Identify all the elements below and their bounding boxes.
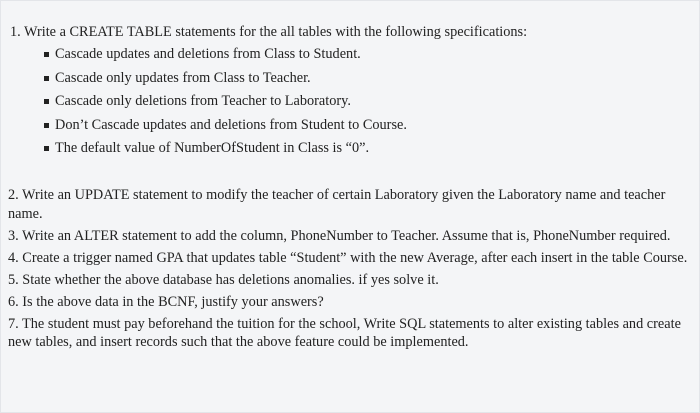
specification-text: Don’t Cascade updates and deletions from Student to Course.	[55, 116, 407, 133]
specification-item	[44, 92, 690, 116]
specification-text: The default value of NumberOfStudent in Class is “0”.	[55, 140, 370, 156]
question-6: 6. Is the above data in the BCNF, justify your answers?	[8, 293, 324, 310]
specification-item	[44, 116, 690, 140]
question-3: 3. Write an ALTER statement to add the column, PhoneNumber to Teacher. Assume that is, PhoneNumber required.	[8, 227, 671, 244]
question-1	[10, 23, 690, 163]
bullet-icon	[44, 99, 49, 104]
specification-text: Cascade only updates from Class to Teacher.	[55, 69, 311, 86]
specification-item	[44, 45, 690, 69]
question-5: 5. State whether the above database has deletions anomalies. if yes solve it.	[8, 271, 439, 288]
question-7: 7. The student must pay beforehand the tuition for the school, Write SQL statements to alter existing tables and create new tables, and insert records such that the above feature could be implemented.	[8, 315, 681, 350]
question-2: 2. Write an UPDATE statement to modify the teacher of certain Laboratory given the Laboratory name and teacher name.	[8, 187, 666, 222]
bullet-icon	[44, 146, 49, 151]
bullet-icon	[44, 76, 49, 81]
specification-item	[44, 69, 690, 93]
question-4: 4. Create a trigger named GPA that updates table “Student” with the new Average, after each insert in the table Course.	[8, 249, 688, 266]
bullet-icon	[44, 123, 49, 128]
question-1-heading: 1. Write a CREATE TABLE statements for the all tables with the following specifications:	[10, 24, 528, 40]
bullet-icon	[44, 52, 49, 57]
specification-list	[10, 45, 690, 163]
specification-item	[44, 139, 690, 163]
specification-text: Cascade only deletions from Teacher to Laboratory.	[55, 93, 351, 109]
question-list	[8, 186, 692, 355]
specification-text: Cascade updates and deletions from Class to Student.	[55, 46, 361, 62]
